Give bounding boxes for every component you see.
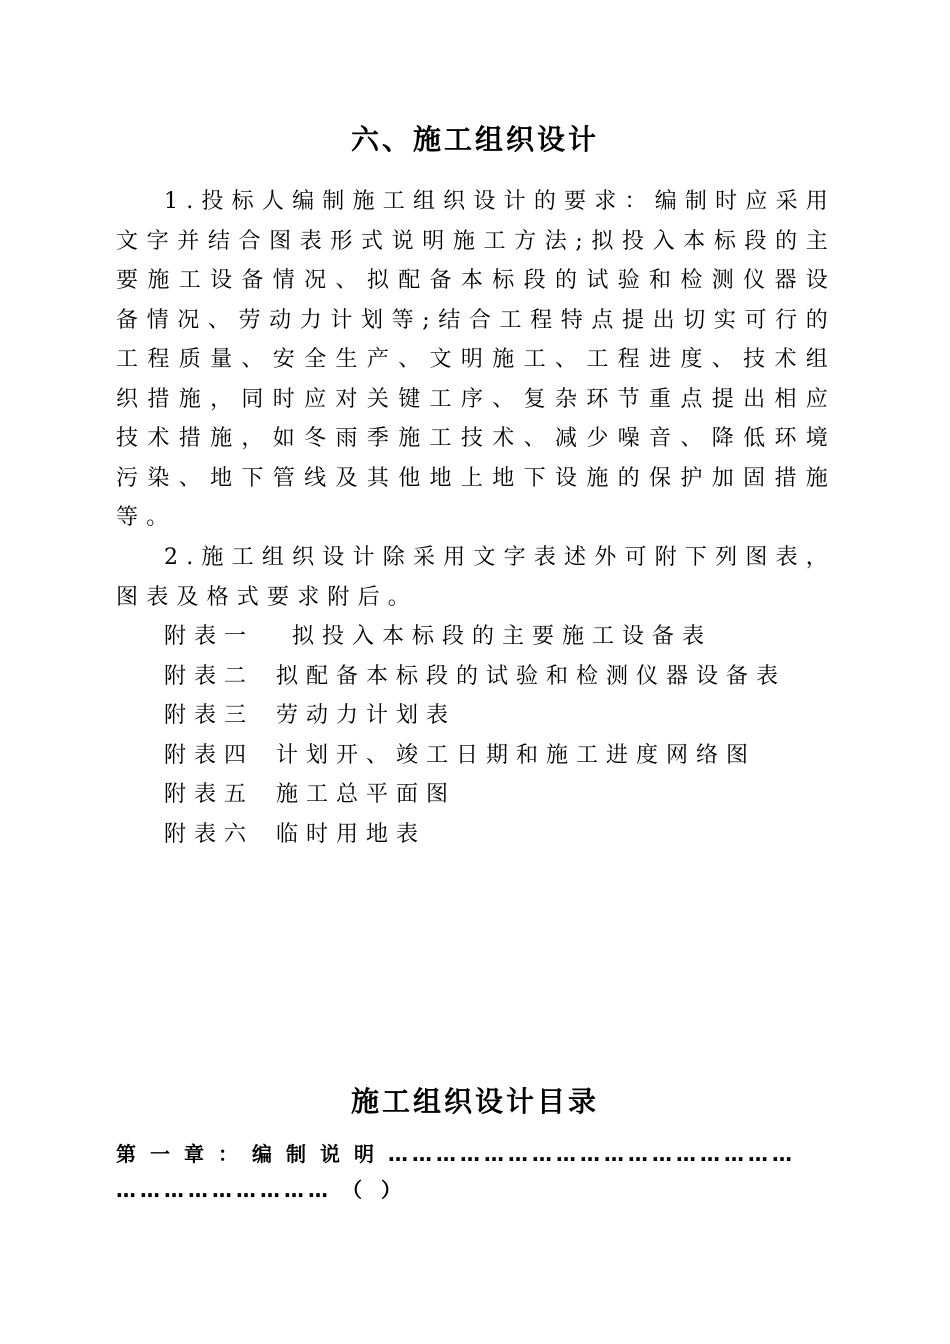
appendix-name: 劳动力计划表 [276,703,457,728]
appendix-item [164,815,786,855]
appendix-code: 附表二 [164,663,255,689]
table-of-contents [116,1136,836,1208]
appendix-name: 拟配备本标段的试验和检测仪器设备表 [276,663,787,689]
appendix-item [164,617,786,657]
appendix-code: 附表六 [164,821,255,847]
appendix-name: 计划开、竣工日期和施工进度网络图 [276,742,757,768]
toc-page-number: （ ） [342,1178,407,1202]
requirements-paragraph: 1.投标人编制施工组织设计的要求：编制时应采用文字并结合图表形式说明施工方法;拟投入本标段的主要施工设备情况、拟配备本标段的试验和检测仪器设备情况、劳动力计划等;结合工程特点提出切实可行的工程质量、安全生产、文明施工、工程进度、技术组织措施，同时应对关键工序、复杂环节重点提出相应技术措施，如冬雨季施工技术、减少噪音、降低环境污染、地下管线及其他地上地下设施的保护加固措施等。 [116,189,836,530]
appendix-name: 临时用地表 [276,821,427,847]
appendix-code: 附表一 [164,624,255,649]
section-heading: 六、施工组织设计 [350,123,599,156]
toc-title: 施工组织设计目录 [350,1085,599,1118]
toc-leader-dots: ……………………… [116,1178,332,1202]
appendix-item [164,775,786,815]
toc-entry-line [116,1136,836,1172]
appendix-name: 施工总平面图 [276,782,457,807]
appendix-item [164,657,786,697]
toc-entry-label: 第一章：编制说明 [116,1142,388,1166]
appendix-list [164,617,786,854]
attachments-paragraph: 2.施工组织设计除采用文字表述外可附下列图表，图表及格式要求附后。 [116,545,836,610]
appendix-item [164,696,786,736]
toc-entry-line [116,1172,836,1208]
appendix-code: 附表五 [164,782,255,807]
toc-leader-dots: …………………………………………… [388,1142,796,1166]
appendix-code: 附表四 [164,742,255,768]
appendix-name: 拟投入本标段的主要施工设备表 [292,624,713,649]
appendix-code: 附表三 [164,703,255,728]
appendix-item [164,736,786,776]
